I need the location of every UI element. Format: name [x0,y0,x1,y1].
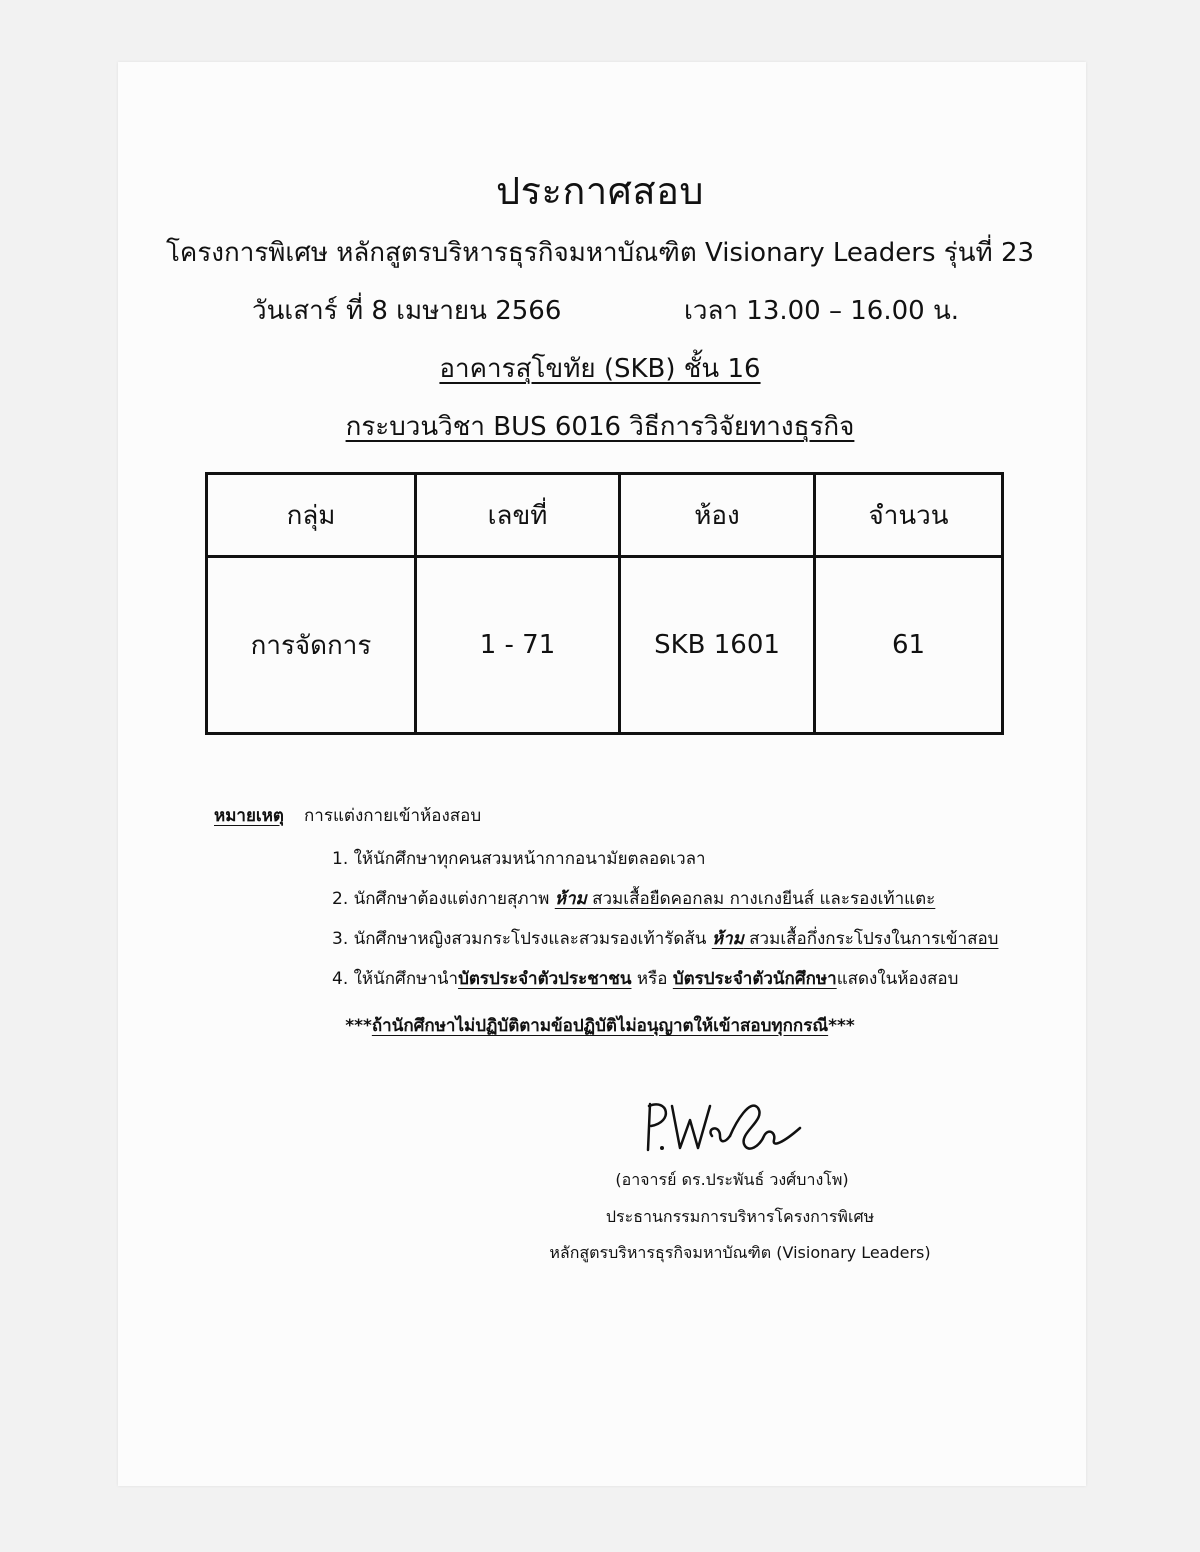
rule-4-text-e: แสดงในห้องสอบ [836,969,959,989]
table-header-row [207,474,1003,557]
header-number: เลขที่ [416,474,620,557]
signature-image [640,1092,820,1162]
warning-text: ถ้านักศึกษาไม่ปฏิบัติตามข้อปฏิบัติไม่อนุญาตให้เข้าสอบทุกกรณี [371,1016,829,1036]
notes-label: หมายเหตุ [214,806,284,826]
course-text: กระบวนวิชา BUS 6016 วิธีการวิจัยทางธุรกิจ [345,412,855,442]
rule-3-prohibit: ห้าม [711,929,744,949]
cell-group: การจัดการ [207,557,416,734]
rule-2-text-a: 2. นักศึกษาต้องแต่งกายสุภาพ [332,889,555,909]
cell-room: SKB 1601 [620,557,815,734]
page-title: ประกาศสอบ [495,169,705,213]
cell-count: 61 [815,557,1003,734]
table-row [207,557,1003,734]
cell-number: 1 - 71 [416,557,620,734]
rule-4 [332,965,958,992]
header-group: กลุ่ม [207,474,416,557]
exam-date: วันเสาร์ ที่ 8 เมษายน 2566 [252,296,562,326]
program-subtitle: โครงการพิเศษ หลักสูตรบริหารธุรกิจมหาบัณฑิต Visionary Leaders รุ่นที่ 23 [165,238,1035,268]
rule-4-id-card: บัตรประจำตัวประชาชน [458,969,632,989]
rule-3 [332,925,998,952]
building-text: อาคารสุโขทัย (SKB) ชั้น 16 [439,354,761,384]
exam-table [205,472,1004,735]
rule-4-text-c: หรือ [631,969,673,989]
signatory-position: ประธานกรรมการบริหารโครงการพิเศษ [605,1207,875,1226]
rule-2 [332,885,935,912]
paper-sheet [118,62,1086,1486]
warning-line [0,1012,1200,1039]
rule-4-text-a: 4. ให้นักศึกษานำ [332,969,459,989]
rule-1: 1. ให้นักศึกษาทุกคนสวมหน้ากากอนามัยตลอดเวลา [332,849,706,869]
rule-2-prohibit: ห้าม [554,889,587,909]
rule-4-student-card: บัตรประจำตัวนักศึกษา [672,969,837,989]
exam-course [0,406,1200,447]
exam-time: เวลา 13.00 – 16.00 น. [684,296,959,326]
rule-2-text-c: สวมเสื้อยืดคอกลม กางเกงยีนส์ และรองเท้าแตะ [586,889,936,909]
notes-heading [214,802,481,829]
notes-title: การแต่งกายเข้าห้องสอบ [303,806,482,826]
rule-3-text-a: 3. นักศึกษาหญิงสวมกระโปรงและสวมรองเท้ารัดส้น [332,929,712,949]
warning-post: *** [828,1016,855,1036]
header-room: ห้อง [620,474,815,557]
header-count: จำนวน [815,474,1003,557]
signatory-program: หลักสูตรบริหารธุรกิจมหาบัณฑิต (Visionary Leaders) [549,1243,931,1262]
warning-pre: *** [345,1016,372,1036]
signatory-name: (อาจารย์ ดร.ประพันธ์ วงศ์บางโพ) [615,1170,849,1189]
exam-building [0,348,1200,389]
rule-3-text-c: สวมเสื้อกึ่งกระโปรงในการเข้าสอบ [743,929,999,949]
